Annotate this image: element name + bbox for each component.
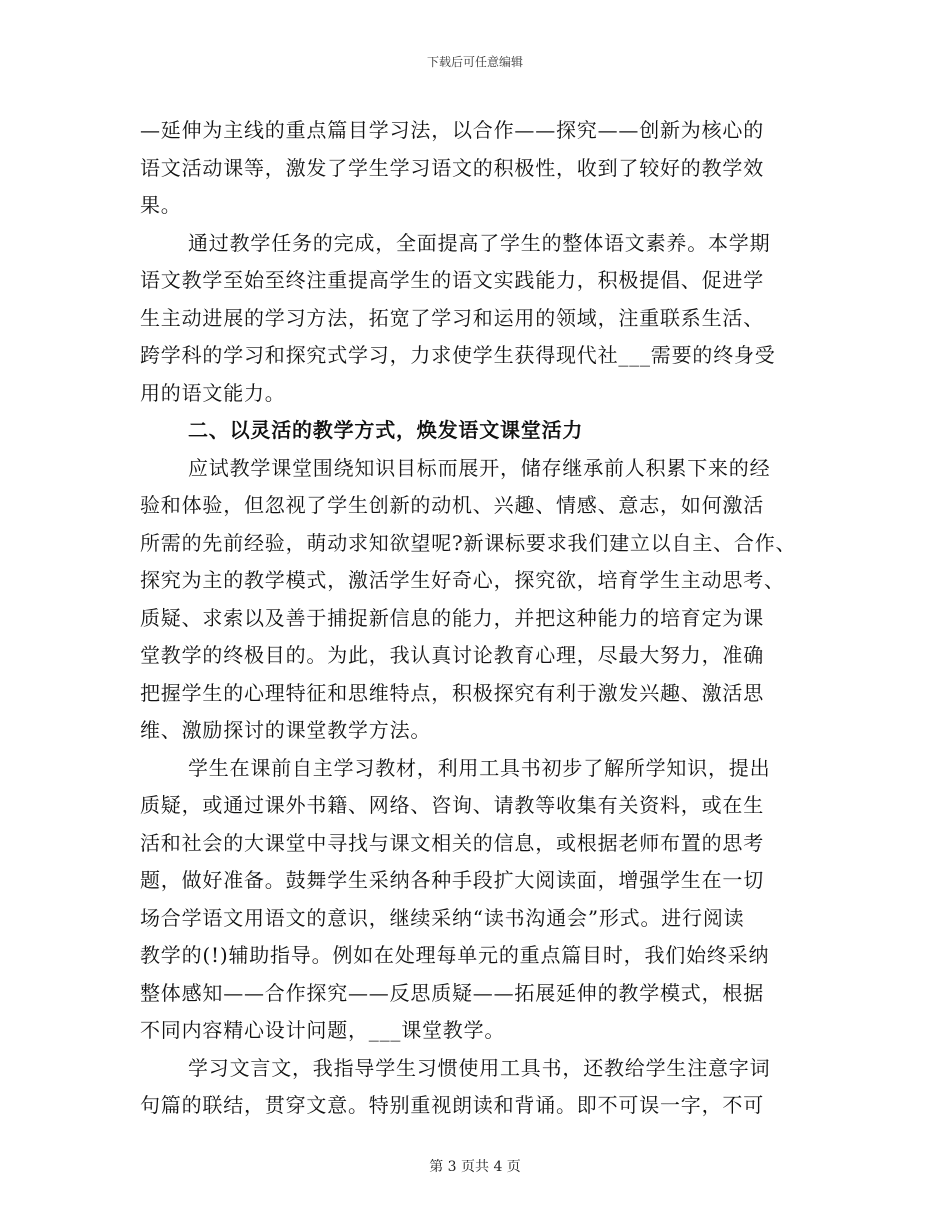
text-line: 果。: [140, 193, 182, 217]
text-line: 语文教学至始至终注重提高学生的语文实践能力，积极提倡、促进学: [140, 268, 764, 292]
text-line: 句篇的联结，贯穿文意。特别重视朗读和背诵。即不可误一字，不可: [140, 1093, 764, 1117]
paragraph-first-line: 学习文言文，我指导学生习惯使用工具书，还教给学生注意字词: [188, 1055, 771, 1080]
text-line: —延伸为主线的重点篇目学习法，以合作——探究——创新为核心的: [140, 118, 764, 142]
paragraph-first-line: 应试教学课堂围绕知识目标而展开，储存继承前人积累下来的经: [188, 455, 771, 480]
text-line: 验和体验，但忽视了学生创新的动机、兴趣、情感、意志，如何激活: [140, 493, 764, 517]
text-line: 语文活动课等，激发了学生学习语文的积极性，收到了较好的教学效: [140, 155, 764, 180]
text-line: 整体感知——合作探究——反思质疑——拓展延伸的教学模式，根据: [140, 980, 764, 1005]
text-line: 不同内容精心设计问题，___课堂教学。: [140, 1018, 506, 1042]
text-line: 场合学语文用语文的意识，继续采纳“读书沟通会”形式。进行阅读: [140, 905, 745, 930]
page-header: 下载后可任意编辑: [426, 55, 523, 69]
text-line: 堂教学的终极目的。为此，我认真讨论教育心理，尽最大努力，准确: [140, 643, 764, 667]
text-line: 把握学生的心理特征和思维特点，积极探究有利于激发兴趣、激活思: [140, 680, 764, 705]
page-footer: 第 3 页共 4 页: [429, 1159, 521, 1175]
paragraph-first-line: 学生在课前自主学习教材，利用工具书初步了解所学知识，提出: [188, 755, 771, 780]
text-line: 质疑、求索以及善于捕捉新信息的能力，并把这种能力的培育定为课: [140, 605, 764, 630]
text-line: 所需的先前经验，萌动求知欲望呢?新课标要求我们建立以自主、合作、: [140, 530, 797, 555]
text-line: 维、激励探讨的课堂教学方法。: [140, 718, 432, 742]
text-line: 生主动进展的学习方法，拓宽了学习和运用的领域，注重联系生活、: [140, 305, 764, 330]
text-line: 教学的(!)辅助指导。例如在处理每单元的重点篇目时，我们始终采纳: [140, 943, 770, 967]
document-body: [140, 112, 820, 1125]
text-line: 跨学科的学习和探究式学习，力求使学生获得现代社___需要的终身受: [140, 343, 776, 367]
text-line: 探究为主的教学模式，激活学生好奇心，探究欲，培育学生主动思考、: [140, 568, 785, 592]
text-line: 活和社会的大课堂中寻找与课文相关的信息，或根据老师布置的思考: [140, 830, 764, 855]
text-line: 用的语文能力。: [140, 380, 286, 405]
section-heading: 二、以灵活的教学方式，焕发语文课堂活力: [188, 418, 584, 442]
paragraph-first-line: 通过教学任务的完成，全面提高了学生的整体语文素养。本学期: [188, 230, 771, 255]
text-line: 题，做好准备。鼓舞学生采纳各种手段扩大阅读面，增强学生在一切: [140, 868, 764, 892]
text-line: 质疑，或通过课外书籍、网络、咨询、请教等收集有关资料，或在生: [140, 793, 764, 817]
